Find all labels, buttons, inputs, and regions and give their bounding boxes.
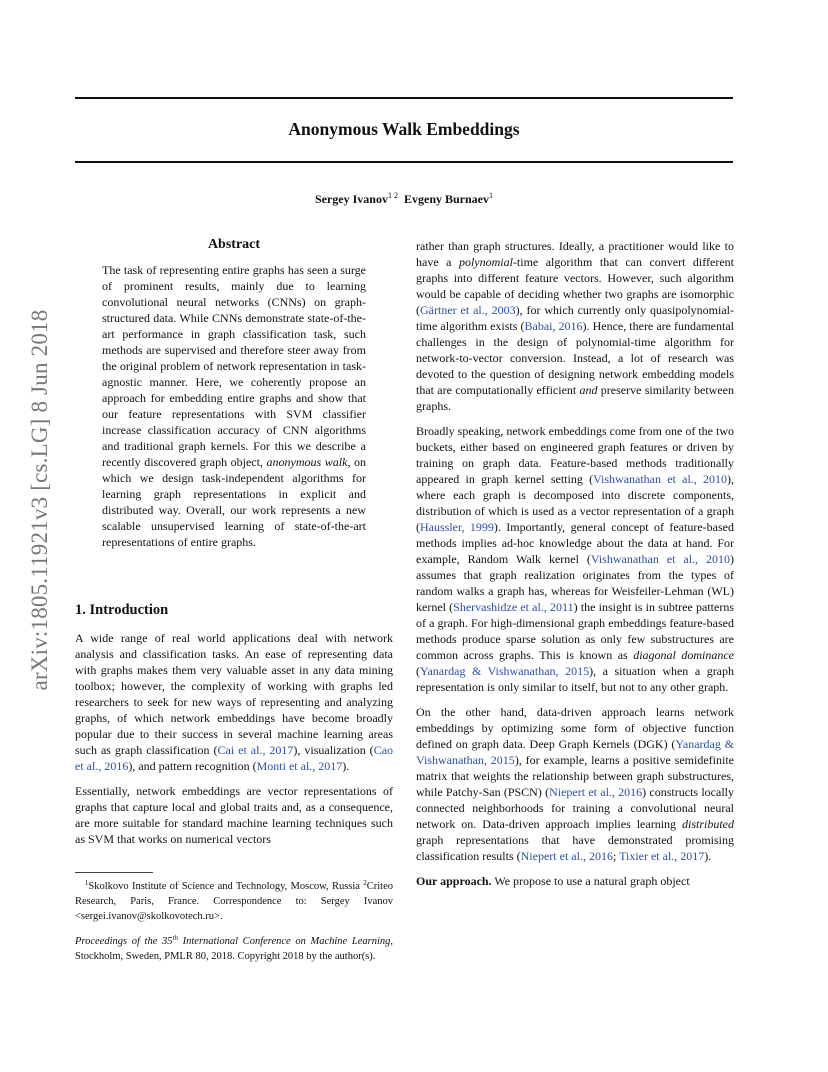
body-paragraph: rather than graph structures. Ideally, a practitioner would like to have a polynomial-time algorithm that can convert different graphs into different feature vectors. However, such algorithm would be capable of deciding whether two graphs are isomorphic (Gärtner et al., 2003), for which currently only quasipolynomial-time algorithm exists (Babai, 2016). Hence, there are fundamental challenges in the design of polynomial-time algorithm for network-to-vector conversion. Instead, a lot of research was devoted to the question of designing network embedding models that are computationally efficient and preserve similarity between graphs. (416, 239, 735, 413)
citation-link[interactable]: Cai et al., 2017 (217, 743, 294, 757)
title-top-rule (75, 97, 733, 99)
abstract-heading: Abstract (207, 237, 261, 252)
intro-paragraph: Essentially, network embeddings are vector representations of graphs that capture local and global traits and, as a consequence, are more suitable for standard machine learning techniques such as SVM that works on numerical vectors (75, 784, 393, 846)
proceedings-note: Proceedings of the 35th International Conference on Machine Learning, Stockholm, Sweden, PMLR 80, 2018. Copyright 2018 by the author(s). (75, 934, 393, 962)
citation-link[interactable]: Niepert et al., 2016 (549, 785, 643, 799)
title-bottom-rule (75, 161, 733, 163)
body-paragraph: On the other hand, data-driven approach learns network embeddings by optimizing some form of objective function defined on graph data. Deep Graph Kernels (DGK) (Yanardag & Vishwanathan, 2015), for example, learns a positive semidefinite matrix that weights the relationship between graph substructures, while Patchy-San (PSCN) (Niepert et al., 2016) constructs locally connected neighborhoods for training a convolutional neural network on. Data-driven approach implies learning distributed graph representations that have demonstrated promising classification results (Niepert et al., 2016; Tixier et al., 2017). (416, 705, 734, 863)
citation-link[interactable]: Tixier et al., 2017 (619, 849, 705, 863)
author-name: Sergey Ivanov (314, 192, 388, 206)
arxiv-identifier: arXiv:1805.11921v3 [cs.LG] 8 Jun 2018 (27, 309, 52, 691)
body-paragraph: Our approach. We propose to use a natural graph object (416, 874, 690, 888)
citation-link[interactable]: Cao et al., 2016 (75, 743, 394, 773)
author-affiliation: 1 (489, 191, 493, 200)
author-affiliation: 1 2 (387, 191, 398, 200)
section-heading-introduction: 1. Introduction (75, 602, 169, 618)
citation-link[interactable]: Niepert et al., 2016 (520, 849, 613, 863)
author-line (75, 191, 733, 207)
citation-link[interactable]: Haussler, 1999 (420, 520, 494, 534)
citation-link[interactable]: Monti et al., 2017 (256, 759, 343, 773)
citation-link[interactable]: Babai, 2016 (524, 319, 583, 333)
author-name: Evgeny Burnaev (403, 192, 489, 206)
intro-paragraph: A wide range of real world applications deal with network analysis and classification tasks. An ease of representing data with graphs makes them very valuable asset in any data mining toolbox; however, the complexity of working with graphs led researchers to seek for new ways of representing and analyzing graphs, of which network embeddings have become broadly popular due to their success in several machine learning areas such as graph classification (Cai et al., 2017), visualization (Cao et al., 2016), and pattern recognition (Monti et al., 2017). (75, 631, 394, 773)
citation-link[interactable]: Yanardag & Vishwanathan, 2015 (420, 664, 590, 678)
footnote-rule (75, 872, 153, 873)
citation-link[interactable]: Vishwanathan et al., 2010 (590, 552, 731, 566)
citation-link[interactable]: Shervashidze et al., 2011 (453, 600, 574, 614)
citation-link[interactable]: Gärtner et al., 2003 (420, 303, 516, 317)
citation-link[interactable]: Yanardag & Vishwanathan, 2015 (416, 737, 734, 767)
right-column (416, 238, 734, 889)
abstract-body: The task of representing entire graphs has seen a surge of prominent results, mainly due to learning convolutional neural networks (CNNs) on graph-structured data. While CNNs demonstrate state-of-the-art performance in graph classification task, such methods are supervised and therefore steer away from the original problem of network representation in task-agnostic manner. Here, we coherently propose an approach for embedding entire graphs and show that our feature representations with SVM classifier increase classification accuracy of CNN algorithms and traditional graph kernels. For this we describe a recently discovered graph object, anonymous walk, on which we design task-independent algorithms for learning graph representations in explicit and distributed way. Overall, our work represents a new scalable unsupervised learning of state-of-the-art representations of entire graphs. (102, 263, 367, 549)
citation-link[interactable]: Vishwanathan et al., 2010 (593, 472, 728, 486)
intro-column (75, 630, 393, 847)
body-paragraph: Broadly speaking, network embeddings come from one of the two buckets, either based on engineered graph features or driven by training on graph data. Feature-based methods traditionally appeared in graph kernel setting (Vishwanathan et al., 2010), where each graph is decomposed into discrete components, distribution of which is used as a vector representation of a graph (Haussler, 1999). Importantly, general concept of feature-based methods implies ad-hoc knowledge about the data at hand. For example, Random Walk kernel (Vishwanathan et al., 2010) assumes that graph realization originates from the types of random walks a graph has, whereas for Weisfeiler-Lehman (WL) kernel (Shervashidze et al., 2011) the insight is in subtree patterns of a graph. For high-dimensional graph embeddings feature-based methods produce sparse solution as only few substructures are common across graphs. This is known as diagonal dominance (Yanardag & Vishwanathan, 2015), a situation when a graph representation is only similar to itself, but not to any other graph. (416, 424, 735, 694)
run-in-heading: Our approach. (416, 874, 492, 888)
paper-title: Anonymous Walk Embeddings (288, 119, 520, 139)
affiliations-footnote: $^1$Skolkovo Institute of Science and Technology, Moscow, Russia $^2$Criteo Research, Paris, France. Correspondence to: Sergey Ivanov <sergei.ivanov@skolkovotech.ru>. (75, 879, 394, 922)
